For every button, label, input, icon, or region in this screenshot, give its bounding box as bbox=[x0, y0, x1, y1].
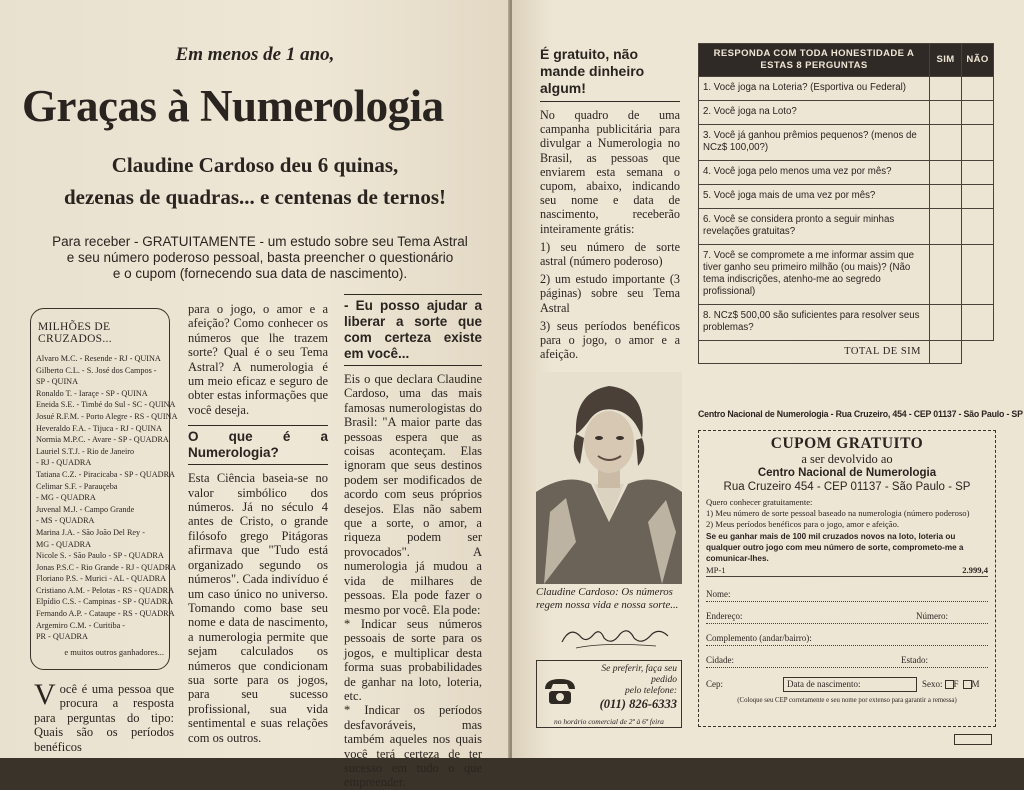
answer-nao-cell[interactable] bbox=[962, 245, 994, 305]
question-text: 6. Você se considera pronto a seguir minhas revelações gratuitas? bbox=[699, 209, 930, 245]
coupon-commitment: Se eu ganhar mais de 100 mil cruzados novos na loto, loteria ou qualquer outro jogo com meu número de sorte, comprometo-me a comunicar-lhes. bbox=[706, 531, 964, 564]
questionnaire-table bbox=[698, 43, 994, 364]
question-row bbox=[699, 125, 994, 161]
answer-sim-cell[interactable] bbox=[930, 185, 962, 209]
field-estado-label: Estado: bbox=[901, 655, 928, 666]
coupon-line-2: Centro Nacional de Numerologia bbox=[757, 467, 937, 479]
gratis-heading: É gratuito, não mande dinheiro algum! bbox=[540, 46, 680, 102]
field-cep-row[interactable] bbox=[706, 677, 988, 693]
question-text: 2. Você joga na Loto? bbox=[699, 101, 930, 125]
answer-sim-cell[interactable] bbox=[930, 101, 962, 125]
phone-line-1: Se preferir, faça seu pedido bbox=[601, 664, 677, 685]
phone-text bbox=[583, 664, 677, 712]
sex-f-checkbox[interactable] bbox=[945, 680, 954, 689]
bottom-left-text: ocê é uma pessoa que procura a resposta para perguntas do tipo: Quais são os períodos benéficos bbox=[34, 682, 174, 754]
phone-hours: no horário comercial de 2ª à 6ª feira bbox=[554, 717, 664, 726]
winners-title: MILHÕES DE CRUZADOS... bbox=[38, 321, 112, 345]
coupon-code: MP-1 bbox=[706, 565, 726, 576]
winner-entry: Josué R.F.M. - Porto Alegre - RS - QUINA bbox=[36, 411, 178, 421]
coupon-item-1: 1) Meu número de sorte pessoal baseado na numerologia (número poderoso) bbox=[706, 508, 970, 519]
subheadline-line-2: dezenas de quadras... e centenas de ternos! bbox=[63, 185, 447, 209]
field-nome[interactable] bbox=[706, 589, 988, 602]
signature bbox=[556, 622, 676, 652]
answer-nao-cell[interactable] bbox=[962, 77, 994, 101]
gratis-body: No quadro de uma campanha publicitária para divulgar a Numerologia no Brasil, as pessoas que enviarem esta semana o cupom, abaixo, indicando seu nome e data de nascimento, receberão inteiramente grátis: bbox=[540, 108, 680, 236]
questions-body bbox=[699, 77, 994, 341]
question-row bbox=[699, 245, 994, 305]
winner-entry: Heveraldo F.A. - Tijuca - RJ - QUINA bbox=[36, 423, 163, 433]
question-text: 7. Você se compromete a me informar assim que tiver ganho seu primeiro milhão (ou mais)? (Não tema indiscrições, atenho-me ao segredo profissional) bbox=[699, 245, 930, 305]
page-corner-box bbox=[954, 734, 992, 745]
field-nascimento[interactable] bbox=[783, 677, 917, 692]
coupon-item-2: 2) Meus períodos benéficos para o jogo, amor e afeição. bbox=[706, 519, 900, 530]
question-row bbox=[699, 101, 994, 125]
intro-line-1: Para receber - GRATUITAMENTE - um estudo sobre seu Tema Astral bbox=[52, 234, 468, 249]
column-nao: NÃO bbox=[962, 44, 994, 77]
questionnaire-header-row bbox=[699, 44, 994, 77]
question-row bbox=[699, 161, 994, 185]
coupon-line-1: a ser devolvido ao bbox=[801, 452, 893, 466]
sex-m-label: M bbox=[971, 679, 980, 690]
answer-sim-cell[interactable] bbox=[930, 209, 962, 245]
winner-entry: Juvenal M.J. - Campo Grande bbox=[36, 504, 135, 514]
total-empty-cell bbox=[962, 341, 994, 364]
winner-entry: Tatiana C.Z. - Piracicaba - SP - QUADRA bbox=[36, 469, 175, 479]
sex-f-label: F bbox=[953, 679, 959, 690]
answer-sim-cell[interactable] bbox=[930, 245, 962, 305]
field-nome-label: Nome: bbox=[706, 589, 731, 600]
coupon-body bbox=[706, 497, 988, 577]
field-cep-label: Cep: bbox=[706, 679, 723, 690]
answer-nao-cell[interactable] bbox=[962, 185, 994, 209]
answer-nao-cell[interactable] bbox=[962, 125, 994, 161]
field-sexo-label: Sexo: bbox=[922, 679, 943, 690]
answer-nao-cell[interactable] bbox=[962, 305, 994, 341]
winner-entry: MG - QUADRA bbox=[36, 539, 92, 549]
answer-sim-cell[interactable] bbox=[930, 125, 962, 161]
right-page bbox=[512, 0, 1024, 758]
winner-entry: Cristiano A.M. - Pelotas - RS - QUADRA bbox=[36, 585, 175, 595]
gratis-section bbox=[540, 46, 680, 361]
answer-sim-cell[interactable] bbox=[930, 161, 962, 185]
coupon-intro: Quero conhecer gratuitamente: bbox=[706, 497, 813, 507]
answer-nao-cell[interactable] bbox=[962, 161, 994, 185]
total-sim-cell[interactable] bbox=[930, 341, 962, 364]
question-text: 4. Você joga pelo menos uma vez por mês? bbox=[699, 161, 930, 185]
headline: Graças à Numerologia bbox=[22, 81, 444, 131]
winner-entry: - MS - QUADRA bbox=[36, 516, 95, 526]
winner-entry: Celimar S.F. - Parauçeba bbox=[36, 481, 118, 491]
coupon-footnote: (Coloque seu CEP corretamente e seu nome por extenso para garantir a remessa) bbox=[737, 697, 957, 705]
gratis-item-1: 1) seu número de sorte astral (número poderoso) bbox=[540, 239, 680, 269]
field-complemento-label: Complemento (andar/bairro): bbox=[706, 633, 812, 644]
winner-entry: Alvaro M.C. - Resende - RJ - QUINA bbox=[36, 354, 161, 363]
winner-entry: Jonas P.S.C - Rio Grande - RJ - QUADRA bbox=[36, 562, 177, 572]
answer-nao-cell[interactable] bbox=[962, 209, 994, 245]
field-cidade-label: Cidade: bbox=[706, 655, 734, 666]
winners-more: e muitos outros ganhadores... bbox=[64, 646, 164, 657]
gratis-item-3: 3) seus períodos benéficos para o jogo, o amor e a afeição. bbox=[540, 318, 680, 362]
winner-entry: Argemiro C.M. - Curitiba - bbox=[36, 620, 125, 630]
winner-entry: Floriano P.S. - Murici - AL - QUADRA bbox=[36, 574, 167, 584]
winner-entry: Marina J.A. - São João Del Rey - bbox=[36, 527, 145, 537]
left-page bbox=[0, 0, 510, 790]
col2-heading: O que é a Numerologia? bbox=[188, 425, 328, 465]
column-sim: SIM bbox=[930, 44, 962, 77]
intro-line-2: e seu número poderoso pessoal, basta preencher o questionário bbox=[66, 250, 454, 265]
question-text: 8. NCz$ 500,00 são suficientes para resolver seus problemas? bbox=[699, 305, 930, 341]
answer-nao-cell[interactable] bbox=[962, 101, 994, 125]
signature-graphic bbox=[556, 622, 676, 652]
winner-entry: Nicole S. - São Paulo - SP - QUADRA bbox=[36, 551, 164, 561]
questionnaire-header: RESPONDA COM TODA HONESTIDADE A ESTAS 8 PERGUNTAS bbox=[699, 44, 930, 77]
winners-box bbox=[30, 308, 178, 670]
subheadline-line-1: Claudine Cardoso deu 6 quinas, bbox=[111, 153, 399, 177]
field-endereco[interactable] bbox=[706, 611, 988, 624]
col3-bullet-1: * Indicar seus números pessoais de sorte para os jogos, e multiplicar desta forma suas probabilidades de ganhar na loto, loteria, etc. bbox=[344, 616, 482, 703]
gratis-body-block bbox=[540, 108, 680, 361]
question-row bbox=[699, 185, 994, 209]
intro-paragraph bbox=[30, 234, 490, 282]
coupon bbox=[698, 430, 996, 727]
question-row bbox=[699, 77, 994, 101]
portrait-illustration bbox=[536, 372, 682, 584]
article-column-2 bbox=[188, 302, 328, 745]
intro-line-3: e o cupom (fornecendo sua data de nascimento). bbox=[112, 266, 408, 281]
col2-top-text: para o jogo, o amor e a afeição? Como conhecer os números que lhe trazem sorte? Qual é o seu Tema Astral? A numerologia é um meio eficaz e seguro de obter estas informações que você deseja. bbox=[188, 302, 328, 417]
telephone-icon bbox=[541, 675, 579, 707]
winner-entry: - RJ - QUADRA bbox=[36, 458, 92, 468]
field-nascimento-label: Data de nascimento: bbox=[787, 679, 861, 690]
winner-entry: Gilberto C.L. - S. José dos Campos - bbox=[36, 365, 157, 375]
winner-entry: Lauriel S.T.J. - Rio de Janeiro bbox=[36, 446, 135, 456]
gratis-item-2: 2) um estudo importante (3 páginas) sobre seu Tema Astral bbox=[540, 272, 680, 315]
photo-caption: Claudine Cardoso: Os números regem nossa vida e nossa sorte... bbox=[536, 586, 679, 611]
questionnaire bbox=[698, 43, 994, 364]
drop-cap: V bbox=[34, 678, 56, 711]
col3-body: Eis o que declara Claudine Cardoso, uma das mais famosas numerologistas do Brasil: "A maior parte das pessoas espera que as coisas aconteçam. Elas ignoram que seus destinos podem ser modificados de acordo com seus próprios desejos. Elas não sabem que a sorte, o amor, a riqueza podem ser provocados". A numerologia já mudou a vida de milhares de pessoas. Ela pode fazer o mesmo por você. Ela pode: bbox=[344, 372, 482, 617]
answer-sim-cell[interactable] bbox=[930, 305, 962, 341]
answer-sim-cell[interactable] bbox=[930, 77, 962, 101]
question-row bbox=[699, 305, 994, 341]
field-numero-label: Número: bbox=[916, 611, 948, 622]
coupon-line-3: Rua Cruzeiro 454 - CEP 01137 - São Paulo - SP bbox=[723, 481, 971, 493]
phone-order-box bbox=[536, 660, 682, 728]
winner-entry: - MG - QUADRA bbox=[36, 493, 96, 503]
field-complemento[interactable] bbox=[706, 633, 988, 646]
question-row bbox=[699, 209, 994, 245]
winner-entry: PR - QUADRA bbox=[36, 632, 88, 642]
coupon-code-value: 2.999,4 bbox=[962, 565, 988, 576]
winner-entry: SP - QUINA bbox=[36, 377, 79, 387]
total-label: TOTAL DE SIM bbox=[699, 341, 930, 364]
sex-m-checkbox[interactable] bbox=[963, 680, 972, 689]
phone-line-2: pelo telefone: bbox=[625, 686, 677, 696]
coupon-title: CUPOM GRATUITO bbox=[770, 435, 924, 452]
field-cidade[interactable] bbox=[706, 655, 988, 668]
question-text: 5. Você joga mais de uma vez por mês? bbox=[699, 185, 930, 209]
field-endereco-label: Endereço: bbox=[706, 611, 743, 622]
coupon-code-row bbox=[706, 565, 988, 577]
question-text: 1. Você joga na Loteria? (Esportiva ou Federal) bbox=[699, 77, 930, 101]
winner-entry: Ronaldo T. - Iaraçe - SP - QUINA bbox=[36, 388, 148, 398]
winner-entry: Fernando A.P. - Cataupe - RS - QUADRA bbox=[36, 609, 175, 619]
article-column-3 bbox=[344, 294, 482, 790]
col3-heading: - Eu posso ajudar a liberar a sorte que com certeza existe em você... bbox=[344, 294, 482, 366]
portrait-photo bbox=[536, 372, 682, 584]
winner-entry: Elpídio C.S. - Campinas - SP - QUADRA bbox=[36, 597, 174, 607]
total-row bbox=[699, 341, 994, 364]
col2-body: Esta Ciência baseia-se no valor simbólico dos números. Já no século 4 antes de Cristo, o grande filósofo grego Pitágoras afirmava que "Tudo está organizado segundo os números". Cada indivíduo é um caso único no universo. Tomando como base seu nome e data de nascimento, a numerologia permite que sejam calculados os números que condicionam sua sorte para os jogos, para seu sucesso profissional, sua vida sentimental e suas relações com os outros. bbox=[188, 471, 328, 745]
kicker: Em menos de 1 ano, bbox=[175, 44, 335, 65]
winners-list bbox=[36, 353, 178, 643]
winner-entry: Eneida S.E. - Timbé do Sul - SC - QUINA bbox=[36, 400, 176, 410]
winner-entry: Normia M.P.C. - Avare - SP - QUADRA bbox=[36, 435, 169, 445]
question-text: 3. Você já ganhou prêmios pequenos? (menos de NCz$ 100,00?) bbox=[699, 125, 930, 161]
phone-number: (011) 826-6333 bbox=[599, 697, 677, 711]
col3-bullet-2: * Indicar os períodos desfavoráveis, mas também aqueles nos quais você terá certeza de ter sucesso em tudo o que empreender. bbox=[344, 703, 482, 790]
address-line: Centro Nacional de Numerologia - Rua Cruzeiro, 454 - CEP 01137 - São Paulo - SP bbox=[698, 409, 1023, 419]
bottom-left-paragraph bbox=[34, 678, 174, 754]
